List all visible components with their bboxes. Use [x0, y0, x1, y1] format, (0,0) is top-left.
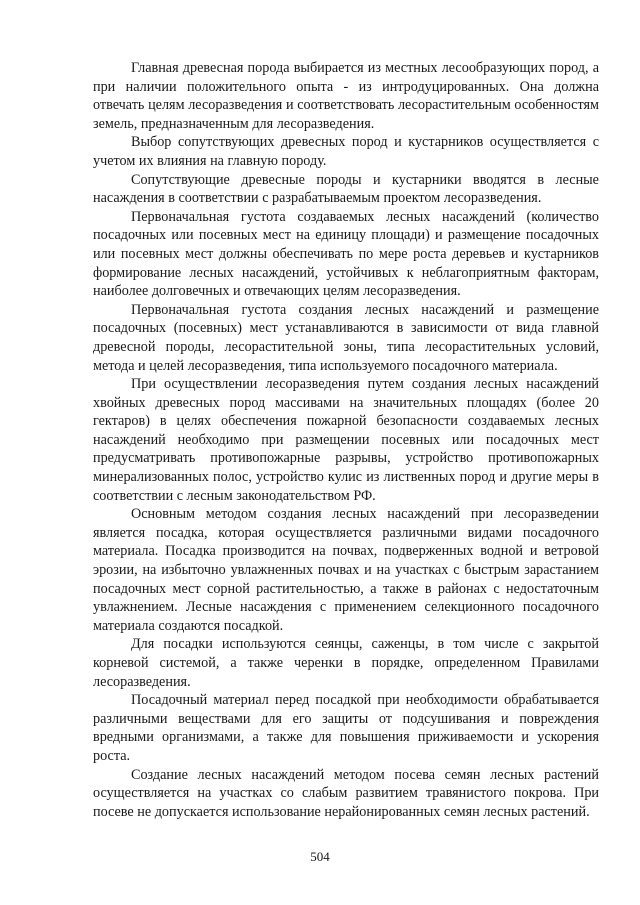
- paragraph-4: Первоначальная густота создаваемых лесных насаждений (количество посадочных или посевных мест на единицу площади) и размещение посадочных или посевных мест должны обеспечивать по мере роста деревьев и кустарников формирование лесных насаждений, устойчивых к неблагоприятным факторам, наиболее долговечных и отвечающих целям лесоразведения.: [93, 208, 599, 300]
- paragraph-6: При осуществлении лесоразведения путем создания лесных насаждений хвойных древесных пород массивами на значительных площадях (более 20 гектаров) в целях обеспечения пожарной безопасности создаваемых лесных насаждений необходимо при размещении посевных или посадочных мест предусматривать противопожарные разрывы, устройство противопожарных минерализованных полос, устройство кулис из лиственных пород и другие меры в соответствии с лесным законодательством РФ.: [93, 376, 599, 504]
- text-body: [93, 59, 599, 821]
- paragraph-3: Сопутствующие древесные породы и кустарники вводятся в лесные насаждения в соответствии с разрабатываемым проектом лесоразведения.: [93, 171, 599, 207]
- paragraph-8: Для посадки используются сеянцы, саженцы, в том числе с закрытой корневой системой, а также черенки в порядке, определенном Правилами лесоразведения.: [93, 636, 599, 690]
- paragraph-1: Главная древесная порода выбирается из местных лесообразующих пород, а при наличии положительного опыта - из интродуцированных. Она должна отвечать целям лесоразведения и соответствовать лесорастительным особенностям земель, предназначенным для лесоразведения.: [93, 60, 599, 132]
- paragraph-10: Создание лесных насаждений методом посева семян лесных растений осуществляется на участках со слабым развитием травянистого покрова. При посеве не допускается использование нерайонированных семян лесных растений.: [93, 766, 599, 820]
- paragraph-9: Посадочный материал перед посадкой при необходимости обрабатывается различными веществами для его защиты от подсушивания и повреждения вредными организмами, а также для повышения приживаемости и ускорения роста.: [93, 692, 599, 764]
- page-number: 504: [310, 849, 330, 864]
- paragraph-2: Выбор сопутствующих древесных пород и кустарников осуществляется с учетом их влияния на главную породу.: [93, 134, 599, 169]
- paragraph-7: Основным методом создания лесных насаждений при лесоразведении является посадка, которая осуществляется различными видами посадочного материала. Посадка производится на почвах, подверженных водной и ветровой эрозии, на избыточно увлажненных почвах и на участках с быстрым зарастанием посадочных мест сорной растительностью, а также в районах с недостаточным увлажнением. Лесные насаждения с применением селекционного посадочного материала создаются посадкой.: [93, 506, 599, 634]
- paragraph-5: Первоначальная густота создания лесных насаждений и размещение посадочных (посевных) мест устанавливаются в зависимости от вида главной древесной породы, лесорастительной зоны, типа лесорастительных условий, метода и целей лесоразведения, типа используемого посадочного материала.: [93, 301, 599, 374]
